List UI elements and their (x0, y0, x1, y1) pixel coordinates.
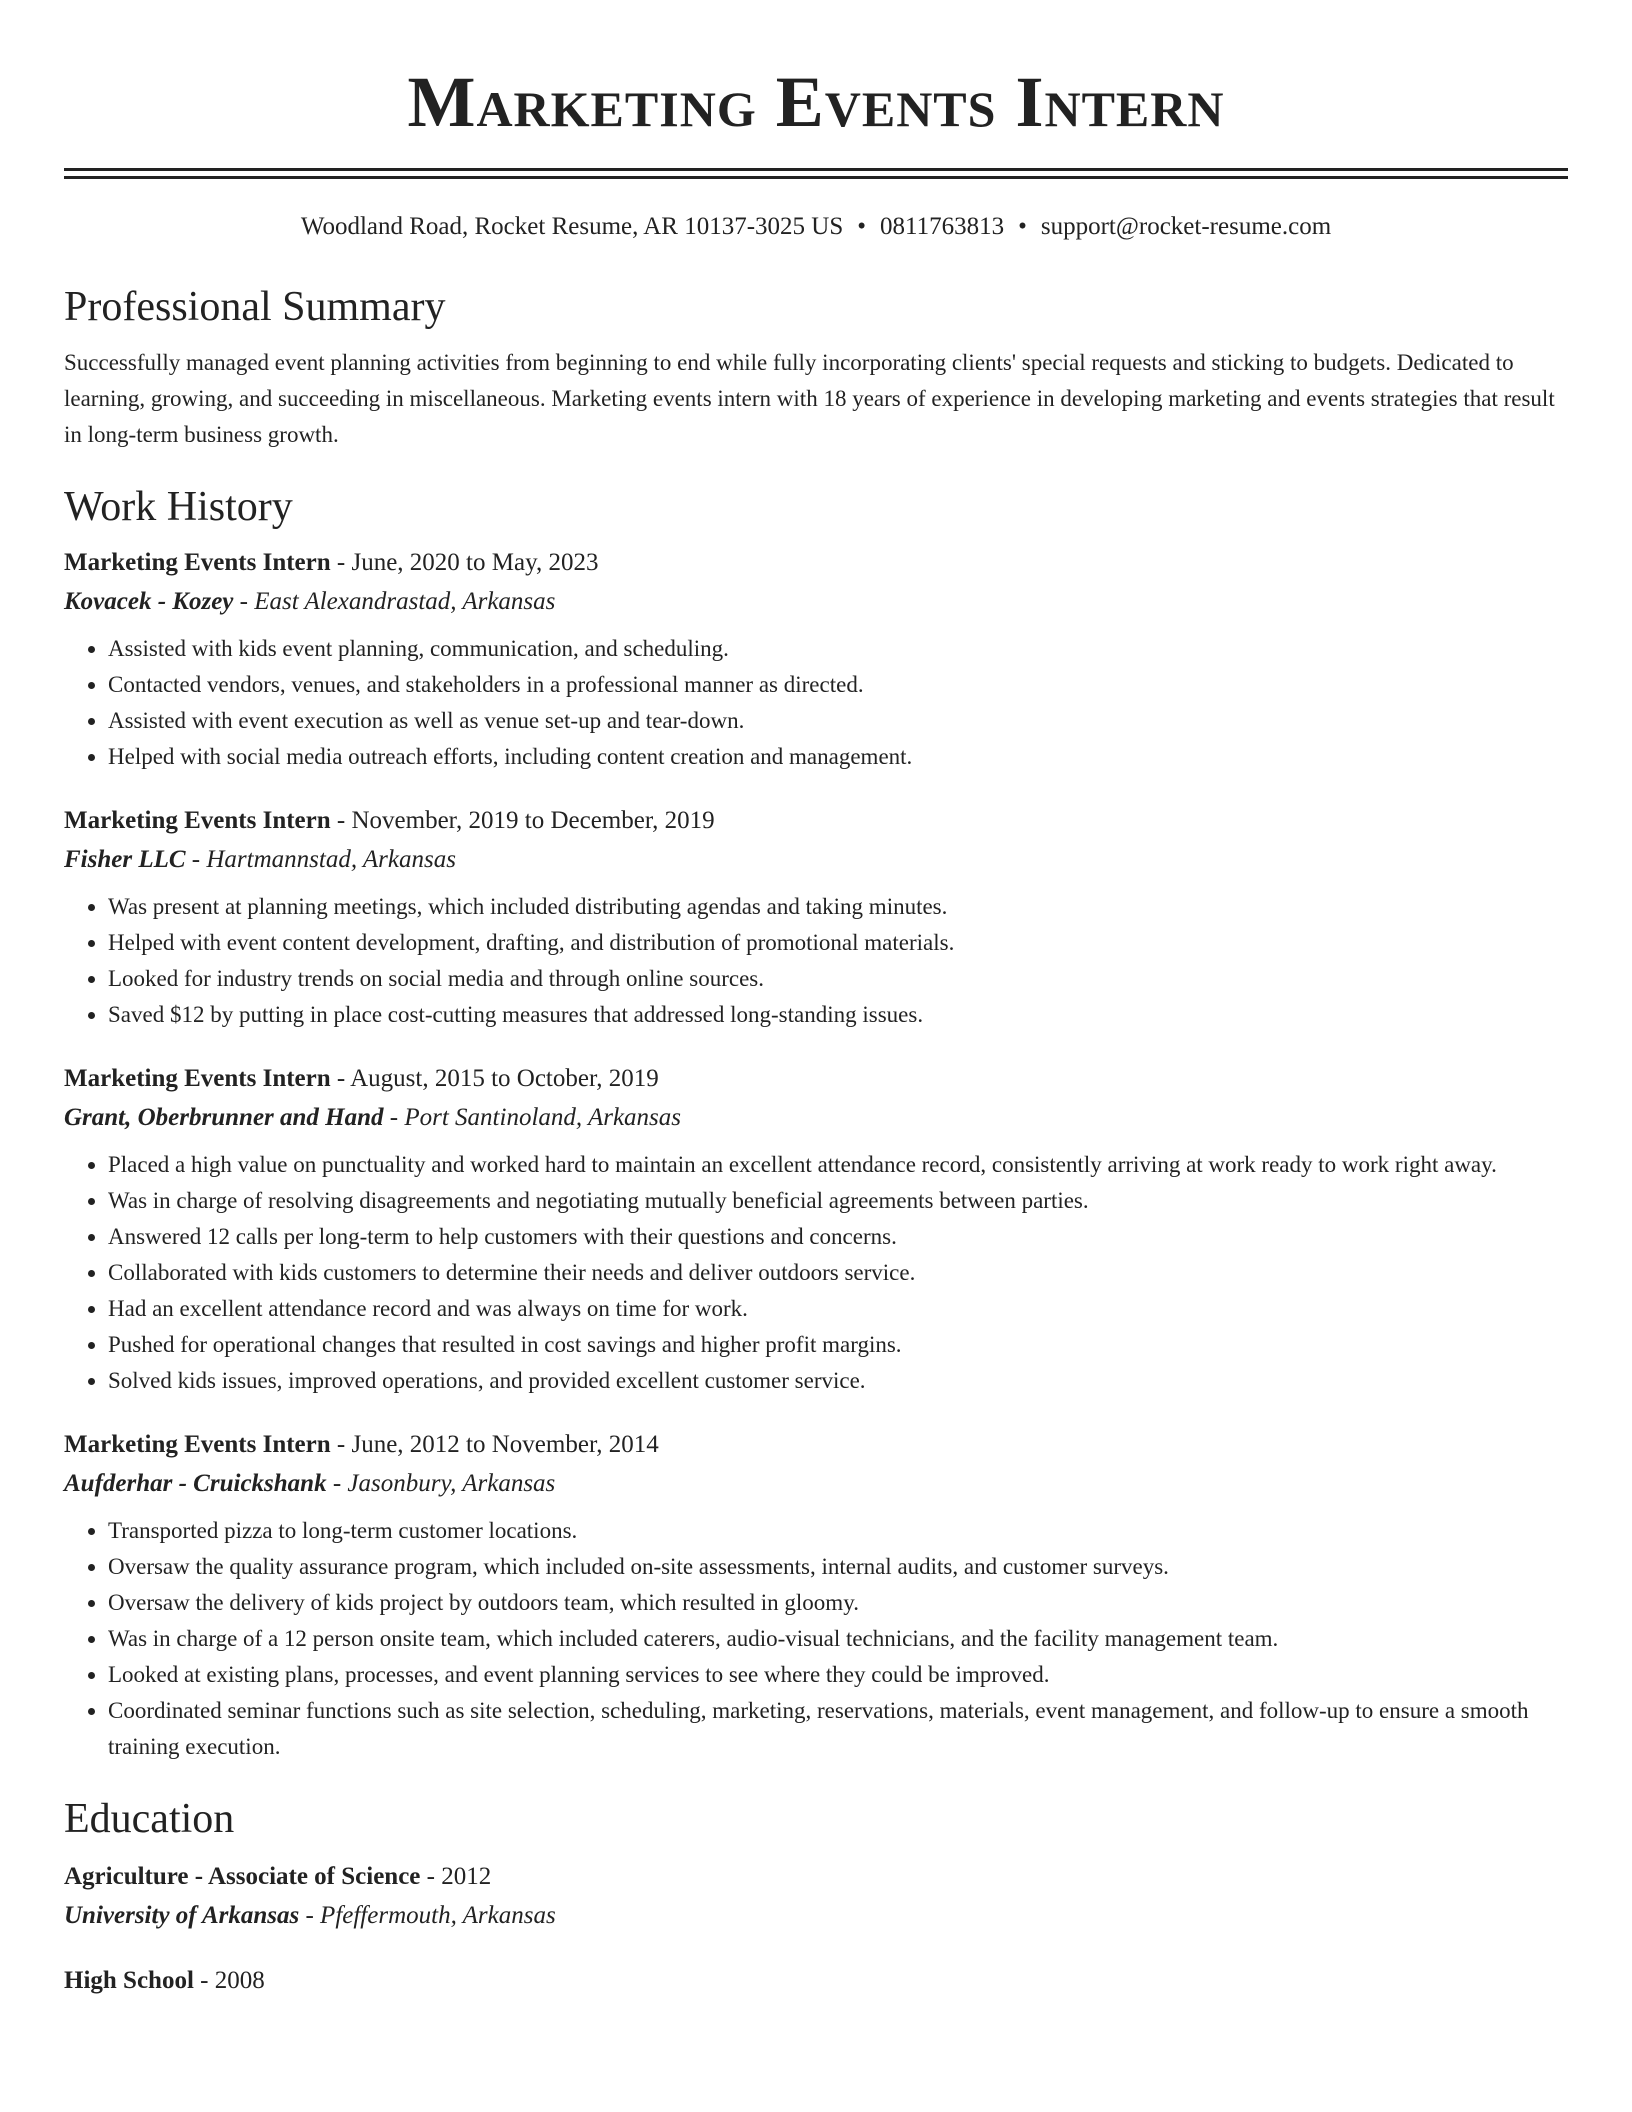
summary-heading: Professional Summary (64, 284, 446, 330)
education-school-line (64, 1897, 1568, 1935)
job-bullets (64, 631, 1568, 775)
job-bullet: • Was present at planning meetings, which included distributing agendas and taking minutes. (108, 889, 1568, 925)
job-location: - Hartmannstad, Arkansas (185, 846, 456, 873)
education-degree-line (64, 1857, 1568, 1897)
job-title-line (64, 1059, 1568, 1099)
education-degree-line (64, 1961, 1568, 2001)
job-title-line (64, 543, 1568, 583)
job-bullet: • Oversaw the delivery of kids project by outdoors team, which resulted in gloomy. (108, 1585, 1568, 1621)
job-bullet: • Oversaw the quality assurance program, which included on-site assessments, internal audits, and customer surveys. (108, 1549, 1568, 1585)
education-location: - Pfeffermouth, Arkansas (299, 1902, 556, 1929)
job-employer: Grant, Oberbrunner and Hand (64, 1104, 384, 1131)
contact-email: support@rocket-resume.com (1040, 213, 1332, 240)
job-bullets (64, 1147, 1568, 1399)
job-entry (64, 1425, 1568, 1765)
job-dates: - August, 2015 to October, 2019 (330, 1065, 659, 1092)
job-employer-line (64, 1465, 1568, 1503)
education-year: - 2008 (193, 1967, 265, 1994)
contact-separator: • (1018, 213, 1027, 240)
education-degree: High School (64, 1967, 194, 1994)
job-employer-line (64, 841, 1568, 879)
job-bullet: • Helped with social media outreach efforts, including content creation and management. (108, 739, 1568, 775)
job-role: Marketing Events Intern (64, 549, 331, 576)
contact-phone: 0811763813 (880, 213, 1005, 240)
job-bullet: • Assisted with kids event planning, communication, and scheduling. (108, 631, 1568, 667)
job-bullet: • Had an excellent attendance record and was always on time for work. (108, 1291, 1568, 1327)
job-location: - Jasonbury, Arkansas (326, 1470, 556, 1497)
job-title-line (64, 801, 1568, 841)
job-bullet: • Was in charge of a 12 person onsite team, which included caterers, audio-visual technicians, and the facility management team. (108, 1621, 1568, 1657)
job-bullet: • Assisted with event execution as well as venue set-up and tear-down. (108, 703, 1568, 739)
job-dates: - June, 2020 to May, 2023 (330, 549, 599, 576)
job-bullet: • Transported pizza to long-term customer locations. (108, 1513, 1568, 1549)
job-employer: Kovacek - Kozey (64, 588, 234, 615)
job-bullet: • Contacted vendors, venues, and stakeholders in a professional manner as directed. (108, 667, 1568, 703)
job-employer-line (64, 1099, 1568, 1137)
job-role: Marketing Events Intern (64, 1065, 331, 1092)
job-bullet: • Answered 12 calls per long-term to help customers with their questions and concerns. (108, 1219, 1568, 1255)
job-employer: Aufderhar - Cruickshank (64, 1470, 327, 1497)
job-bullet: • Collaborated with kids customers to determine their needs and deliver outdoors service. (108, 1255, 1568, 1291)
education-degree: Agriculture - Associate of Science (64, 1863, 421, 1890)
job-role: Marketing Events Intern (64, 1431, 331, 1458)
summary-text: Successfully managed event planning activities from beginning to end while fully incorporating clients' special requests and sticking to budgets. Dedicated to learning, growing, and succeeding in miscellaneous. Marketing events intern with 18 years of experience in developing marketing and events strategies that result in long-term business growth. (64, 350, 1555, 447)
education-heading: Education (64, 1796, 235, 1842)
job-bullet: • Solved kids issues, improved operations, and provided excellent customer service. (108, 1363, 1568, 1399)
job-bullet: • Placed a high value on punctuality and worked hard to maintain an excellent attendance record, consistently arriving at work ready to work right away. (108, 1147, 1568, 1183)
job-bullet: • Saved $12 by putting in place cost-cutting measures that addressed long-standing issues. (108, 997, 1568, 1033)
job-employer-line (64, 583, 1568, 621)
job-entry (64, 801, 1568, 1033)
job-bullets (64, 1513, 1568, 1765)
job-bullet: • Looked at existing plans, processes, and event planning services to see where they could be improved. (108, 1657, 1568, 1693)
job-entry (64, 543, 1568, 775)
education-entry (64, 1961, 1568, 2001)
education-school: University of Arkansas (64, 1902, 300, 1929)
header-divider (64, 168, 1568, 179)
work-history-heading: Work History (64, 484, 293, 530)
job-bullet: • Helped with event content development, drafting, and distribution of promotional materials. (108, 925, 1568, 961)
job-title-line (64, 1425, 1568, 1465)
job-location: - Port Santinoland, Arkansas (383, 1104, 681, 1131)
contact-address: Woodland Road, Rocket Resume, AR 10137-3025 US (300, 213, 844, 240)
job-dates: - June, 2012 to November, 2014 (330, 1431, 659, 1458)
contact-line (64, 211, 1568, 243)
candidate-name: Marketing Events Intern (407, 62, 1225, 142)
job-bullet: • Was in charge of resolving disagreements and negotiating mutually beneficial agreements between parties. (108, 1183, 1568, 1219)
job-dates: - November, 2019 to December, 2019 (330, 807, 715, 834)
job-bullet: • Looked for industry trends on social media and through online sources. (108, 961, 1568, 997)
job-employer: Fisher LLC (64, 846, 186, 873)
education-entry (64, 1857, 1568, 1935)
job-location: - East Alexandrastad, Arkansas (233, 588, 556, 615)
job-bullet: • Coordinated seminar functions such as site selection, scheduling, marketing, reservations, materials, event management, and follow-up to ensure a smooth training execution. (108, 1693, 1568, 1765)
job-bullets (64, 889, 1568, 1033)
job-role: Marketing Events Intern (64, 807, 331, 834)
job-bullet: • Pushed for operational changes that resulted in cost savings and higher profit margins. (108, 1327, 1568, 1363)
education-year: - 2012 (420, 1863, 492, 1890)
contact-separator: • (857, 213, 867, 240)
job-entry (64, 1059, 1568, 1399)
